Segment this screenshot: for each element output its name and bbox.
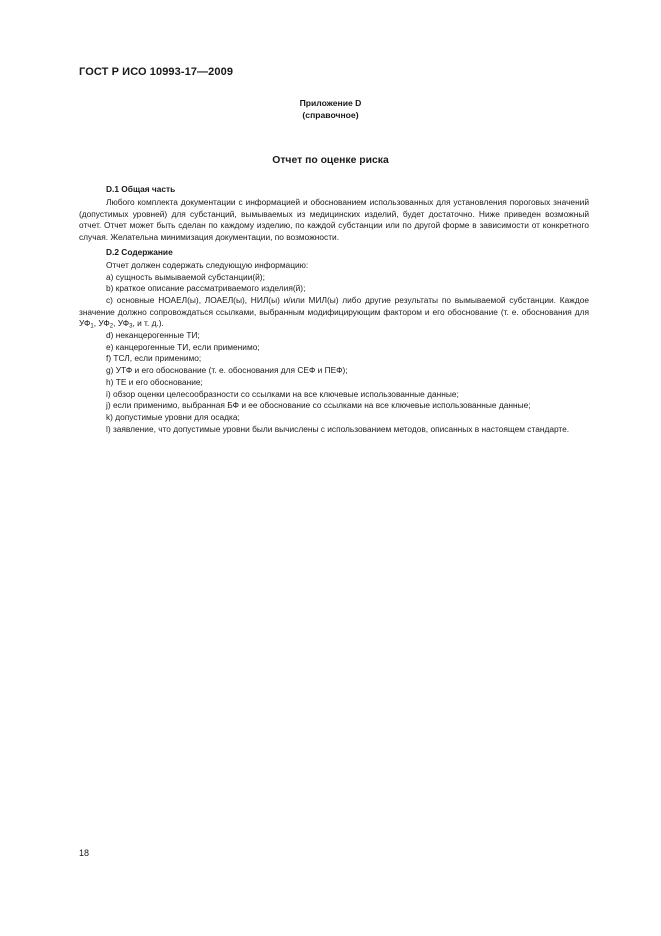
list-item-d: d) неканцерогенные ТИ; <box>106 330 200 341</box>
list-item-i: i) обзор оценки целесообразности со ссылками на все ключевые использованные данные; <box>106 388 459 399</box>
list-item-f: f) ТСЛ, если применимо; <box>106 353 202 364</box>
subscript-1: 1 <box>90 323 94 330</box>
document-body <box>79 183 589 435</box>
contents-intro: Отчет должен содержать следующую информацию: <box>106 259 309 270</box>
list-item-j: j) если применимо, выбранная БФ и ее обоснование со ссылками на все ключевые использованные данные; <box>106 400 531 411</box>
list-item-c-sep2: , УФ <box>113 318 130 329</box>
list-item-c-tail: , и т. д.). <box>132 318 164 329</box>
list-item-c <box>79 295 589 330</box>
list-item-l: l) заявление, что допустимые уровни были вычислены с использованием методов, описанных в настоящем стандарте. <box>106 423 570 434</box>
list-item-e: e) канцерогенные ТИ, если применимо; <box>106 341 260 352</box>
appendix-label: Приложение D <box>299 98 362 108</box>
general-paragraph: Любого комплекта документации с информацией и обоснованием использованных для установления пороговых значений (допустимых уровней) для субстанций, вымываемых из медицинских изделий, будет достаточно. Ниже приведен возможный отчет. Отчет может быть сделан по каждому изделию, по каждой субстанции или по другой форме в зависимости от конкретного случая. Желательна минимизация документации, по возможности. <box>79 197 589 243</box>
list-item-a: a) сущность вымываемой субстанции(й); <box>106 271 265 282</box>
list-item-b: b) краткое описание рассматриваемого изделия(й); <box>106 283 306 294</box>
section-heading-contents: D.2 Содержание <box>106 246 173 257</box>
page-number: 18 <box>79 848 90 858</box>
appendix-title: Отчет по оценке риска <box>272 155 389 166</box>
document-code-header: ГОСТ Р ИСО 10993-17—2009 <box>79 66 234 78</box>
section-heading-general: D.1 Общая часть <box>106 184 176 194</box>
subscript-2: 2 <box>109 323 114 330</box>
list-item-k: k) допустимые уровни для осадка; <box>106 411 240 422</box>
list-item-c-sep1: , УФ <box>93 318 110 329</box>
appendix-kind: (справочное) <box>302 109 359 120</box>
list-item-h: h) ТЕ и его обоснование; <box>106 376 203 387</box>
subscript-3: 3 <box>129 323 133 330</box>
list-item-c-text: c) основные НОАЕЛ(ы), ЛОАЕЛ(ы), НИЛ(ы) и/или МИЛ(ы) либо другие результаты по вымываемой субстанции. Каждое значение должно сопровождаться ссылками, выбранным модифицирующим фактором и его обоснование (т. е. обоснования для УФ <box>79 294 589 329</box>
list-item-g: g) УТФ и его обоснование (т. е. обоснования для СЕФ и ПЕФ); <box>106 365 348 376</box>
appendix-heading <box>0 98 661 121</box>
